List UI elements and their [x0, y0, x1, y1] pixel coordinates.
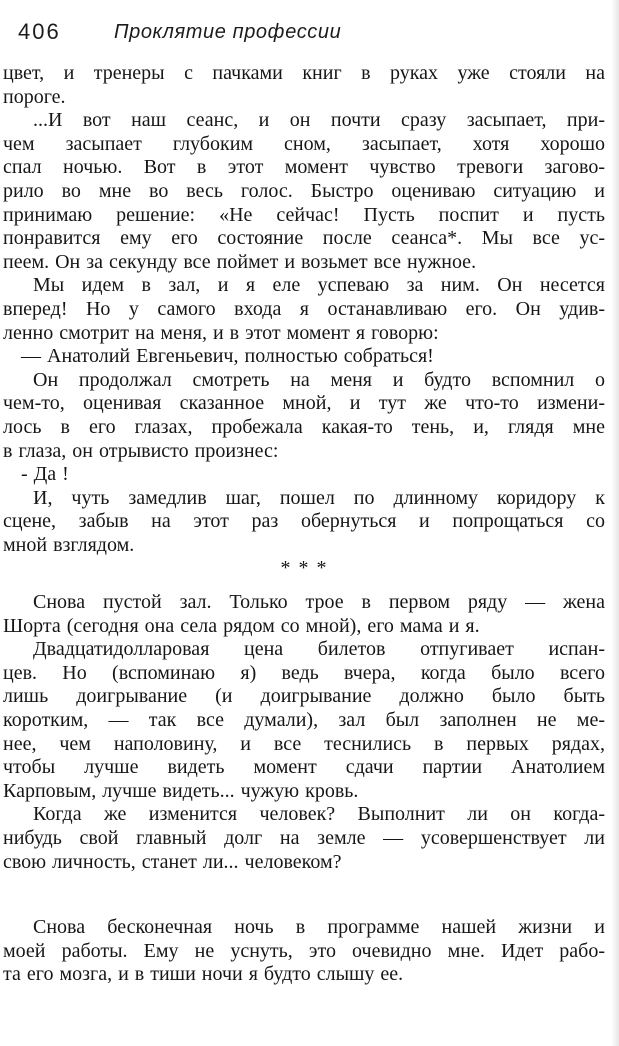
- text-line: цвет, и тренеры с пачками книг в руках уже стояли на: [3, 62, 605, 84]
- text-line: чтобы лучше видеть момент сдачи партии Анатолием: [3, 756, 605, 779]
- text-line: принимаю решение: «Не сейчас! Пусть поспит и пусть: [3, 203, 605, 226]
- text-line: Снова пустой зал. Только трое в первом ряду — жена: [33, 591, 605, 614]
- scan-edge-shadow: [611, 0, 619, 1046]
- paragraph-dialogue: [3, 345, 605, 369]
- text-line: пеем. Он за секунду все поймет и возьмет все нужное.: [3, 250, 477, 273]
- text-line: Карповым, лучше видеть... чужую кровь.: [3, 779, 359, 802]
- text-line: И, чуть замедлив шаг, пошел по длинному коридору к: [33, 486, 605, 509]
- text-line: в глаза, он отрывисто произнес:: [3, 439, 279, 462]
- text-line: - Да !: [21, 463, 69, 486]
- text-line: коротким, — так все думали), зал был заполнен не ме-: [3, 709, 605, 732]
- text-line: пороге.: [3, 85, 66, 108]
- page-header: [0, 19, 619, 49]
- text-line: ...И вот наш сеанс, и он почти сразу засыпает, при-: [33, 109, 605, 132]
- body-text: [3, 62, 605, 987]
- text-line: ленно смотрит на меня, и в этот момент я говорю:: [3, 321, 439, 344]
- paragraph: [3, 62, 605, 109]
- paragraph: [3, 369, 605, 463]
- text-line: Двадцатидолларовая цена билетов отпугивает испан-: [33, 638, 605, 661]
- text-line: — Анатолий Евгеньевич, полностью собраться!: [21, 345, 434, 368]
- paragraph: [3, 916, 605, 987]
- text-line: чем засыпает глубоким сном, засыпает, хотя хорошо: [3, 132, 605, 155]
- paragraph: [3, 638, 605, 803]
- text-line: сцене, забыв на этот раз обернуться и попрощаться со: [3, 510, 605, 533]
- text-line: моей работы. Ему не уснуть, это очевидно мне. Идет рабо-: [3, 939, 605, 962]
- text-line: рило во мне во весь голос. Быстро оцениваю ситуацию и: [3, 179, 605, 202]
- text-line: лишь доигрывание (и доигрывание должно было быть: [3, 685, 605, 708]
- paragraph: [3, 487, 605, 558]
- section-separator: * * *: [280, 557, 328, 580]
- text-line: понравится ему его состояние после сеанса*. Мы все ус-: [3, 227, 605, 250]
- text-line: Мы идем в зал, и я еле успеваю за ним. Он несется: [33, 274, 605, 297]
- paragraph: [3, 591, 605, 638]
- text-line: Шорта (сегодня она села рядом со мной), его мама и я.: [3, 614, 480, 637]
- paragraph: [3, 274, 605, 345]
- running-title: Проклятие профессии: [114, 21, 342, 43]
- page-number: 406: [18, 19, 61, 44]
- text-line: цев. Но (вспоминаю я) ведь вчера, когда было всего: [3, 661, 605, 684]
- text-line: свою личность, станет ли... человеком?: [3, 850, 342, 873]
- text-line: спал ночью. Вот в этот момент чувство тревоги загово-: [3, 156, 605, 179]
- text-line: чем-то, оценивая сказанное мной, и тут же что-то измени-: [3, 392, 605, 415]
- text-line: Когда же изменится человек? Выполнит ли он когда-: [33, 803, 605, 826]
- paragraph: [3, 803, 605, 874]
- text-line: нее, чем наполовину, и все теснились в первых рядах,: [3, 732, 605, 755]
- text-line: та его мозга, и в тиши ночи я будто слышу ее.: [3, 963, 404, 986]
- text-line: Он продолжал смотреть на меня и будто вспомнил о: [33, 368, 605, 391]
- text-line: нибудь свой главный долг на земле — усовершенствует ли: [3, 827, 605, 849]
- paragraph-dialogue: [3, 463, 605, 487]
- text-line: лось в его глазах, пробежала какая-то тень, и, глядя мне: [3, 415, 605, 438]
- paragraph: [3, 109, 605, 274]
- text-line: вперед! Но у самого входа я останавливаю его. Он удив-: [3, 297, 605, 320]
- text-line: Снова бесконечная ночь в программе нашей жизни и: [33, 916, 605, 939]
- text-line: мной взглядом.: [3, 533, 135, 556]
